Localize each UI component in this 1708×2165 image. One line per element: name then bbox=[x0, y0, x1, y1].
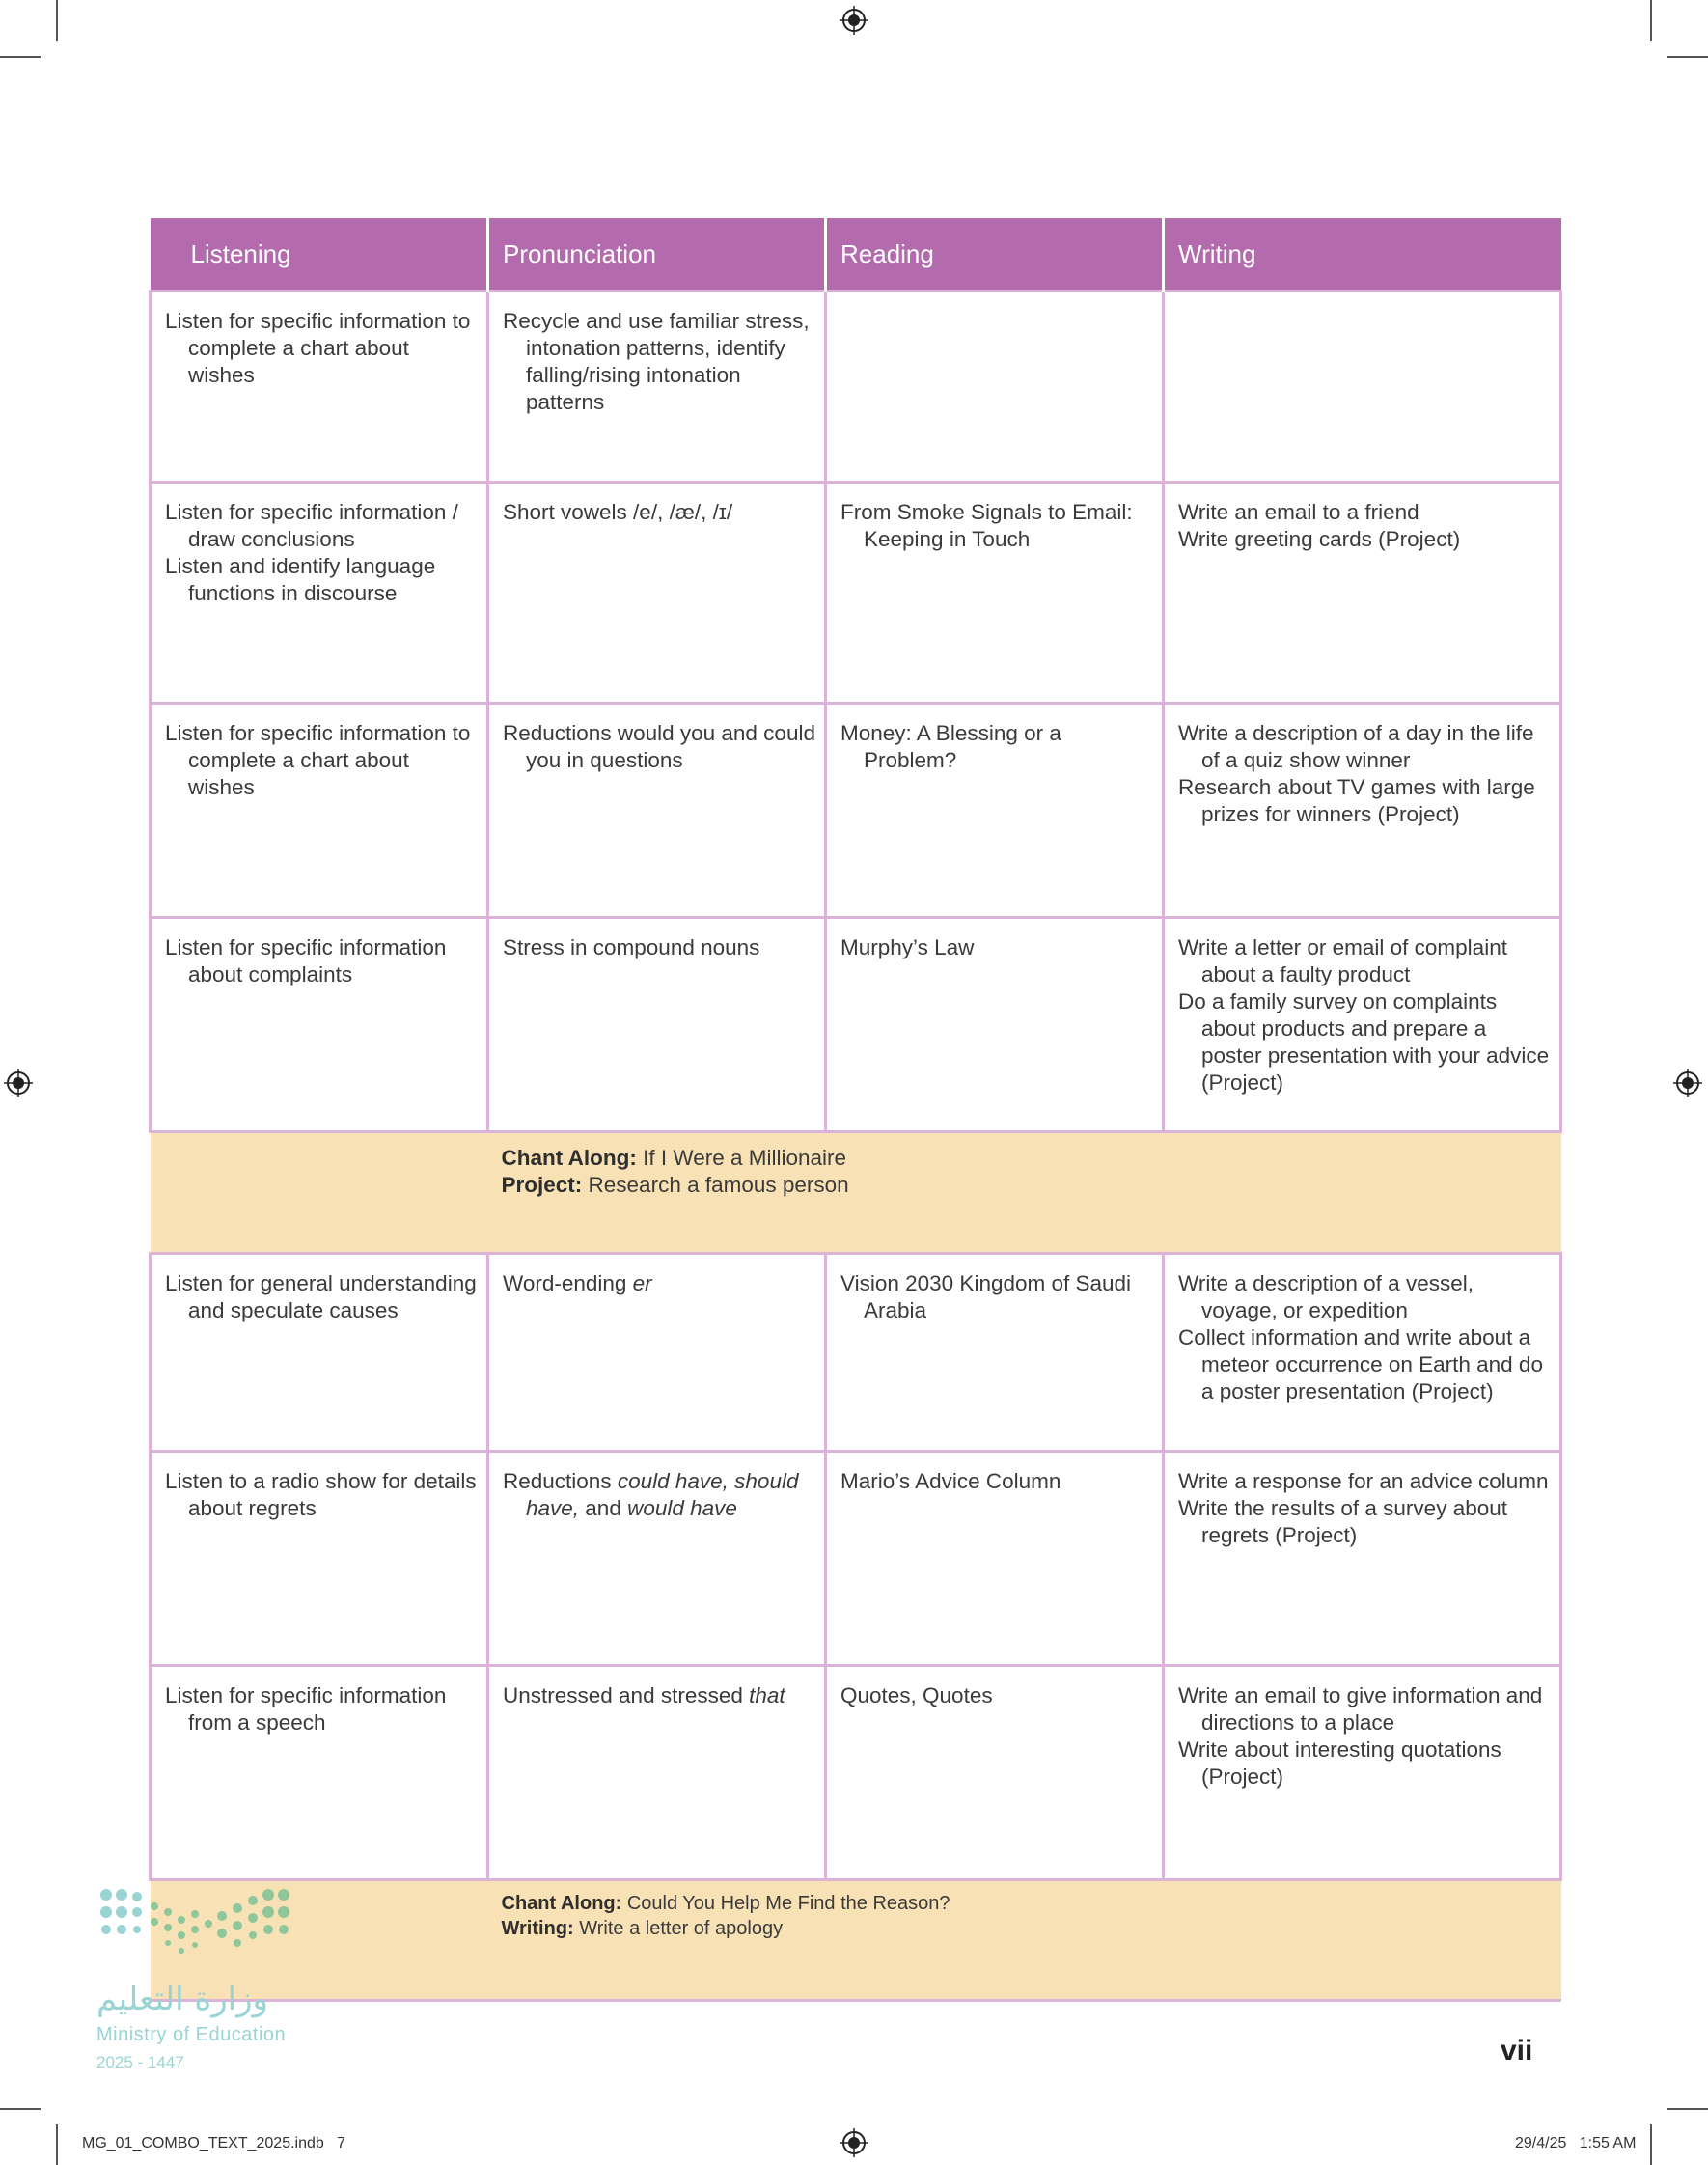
cell-listening bbox=[151, 1666, 488, 1880]
cell-line: Quotes, Quotes bbox=[840, 1683, 993, 1707]
cell-line bbox=[503, 1468, 816, 1522]
project-line bbox=[502, 1172, 1554, 1199]
table-row bbox=[151, 704, 1561, 918]
logo-english-text: Ministry of Education bbox=[96, 2024, 287, 2045]
cell-listening bbox=[151, 483, 488, 704]
cell-reading bbox=[826, 704, 1164, 918]
cell-writing bbox=[1164, 291, 1561, 483]
logo-year-text: 2025 - 1447 bbox=[96, 2053, 184, 2071]
footer-datetime: 29/4/25 1:55 AM bbox=[1515, 2135, 1637, 2151]
cell-writing bbox=[1164, 1666, 1561, 1880]
logo-arabic-text: وزارة التعليم bbox=[96, 1980, 268, 2018]
crop-mark bbox=[56, 2124, 58, 2165]
table-row bbox=[151, 291, 1561, 483]
cell-line: Listen for specific information to complete a chart about wishes bbox=[165, 721, 471, 799]
cell-text: Word-ending bbox=[503, 1271, 633, 1295]
summary-row bbox=[151, 1880, 1561, 2001]
cell-line: Research about TV games with large prizes for winners (Project) bbox=[1178, 775, 1535, 826]
cell-text-italic: that bbox=[749, 1683, 785, 1707]
cell-pronunciation bbox=[488, 918, 826, 1132]
cell-line: From Smoke Signals to Email: Keeping in Touch bbox=[840, 500, 1133, 551]
cell-line: Listen for specific information to complete a chart about wishes bbox=[165, 309, 471, 387]
writing-line bbox=[502, 1916, 1554, 1941]
cell-line: Listen for general understanding and speculate causes bbox=[165, 1271, 477, 1322]
footer-file-name: MG_01_COMBO_TEXT_2025.indb 7 bbox=[82, 2135, 346, 2151]
cell-line: Reductions would you and could you in questions bbox=[503, 721, 815, 772]
cell-pronunciation bbox=[488, 1254, 826, 1452]
chant-along-label: Chant Along: bbox=[501, 1146, 637, 1170]
cell-line: Write an email to a friend bbox=[1178, 500, 1419, 524]
cell-line bbox=[503, 1682, 816, 1709]
registration-mark-icon bbox=[4, 1069, 33, 1097]
cell-listening bbox=[151, 291, 488, 483]
crop-mark bbox=[1650, 0, 1652, 41]
cell-line: Listen for specific information from a speech bbox=[165, 1683, 447, 1735]
cell-pronunciation bbox=[488, 291, 826, 483]
summary-cell bbox=[151, 1132, 1561, 1254]
registration-mark-icon bbox=[840, 6, 868, 35]
chant-along-text: Could You Help Me Find the Reason? bbox=[621, 1893, 950, 1914]
registration-mark-icon bbox=[1673, 1069, 1702, 1097]
cell-text-italic: could have, should have, bbox=[526, 1469, 799, 1520]
cell-line: Write the results of a survey about regrets (Project) bbox=[1178, 1496, 1507, 1547]
cell-reading bbox=[826, 1666, 1164, 1880]
cell-line: Write about interesting quotations (Project) bbox=[1178, 1737, 1501, 1789]
scope-sequence-table bbox=[149, 218, 1562, 2002]
table-row bbox=[151, 483, 1561, 704]
cell-line: Listen to a radio show for details about regrets bbox=[165, 1469, 477, 1520]
cell-line: Money: A Blessing or a Problem? bbox=[840, 721, 1061, 772]
crop-mark bbox=[1667, 56, 1708, 58]
cell-line: Murphy’s Law bbox=[840, 935, 975, 959]
cell-pronunciation bbox=[488, 704, 826, 918]
writing-text: Write a letter of apology bbox=[573, 1918, 784, 1939]
cell-reading bbox=[826, 291, 1164, 483]
cell-line: Mario’s Advice Column bbox=[840, 1469, 1061, 1493]
cell-line: Listen and identify language functions in discourse bbox=[165, 554, 436, 605]
cell-line: Do a family survey on complaints about products and prepare a poster presentation with your advice (Project) bbox=[1178, 989, 1550, 1095]
header-listening: Listening bbox=[151, 218, 488, 291]
cell-line: Write a description of a day in the life of a quiz show winner bbox=[1178, 721, 1534, 772]
crop-mark bbox=[56, 0, 58, 41]
cell-reading bbox=[826, 918, 1164, 1132]
cell-text: Reductions bbox=[503, 1469, 618, 1493]
cell-line: Recycle and use familiar stress, intonation patterns, identify falling/rising intonation patterns bbox=[503, 309, 810, 414]
cell-pronunciation bbox=[488, 483, 826, 704]
table-row bbox=[151, 1452, 1561, 1666]
cell-listening bbox=[151, 1254, 488, 1452]
registration-mark-icon bbox=[840, 2128, 868, 2157]
chant-along-line bbox=[502, 1145, 1554, 1172]
ministry-logo bbox=[96, 1887, 318, 2080]
project-label: Project: bbox=[501, 1173, 583, 1197]
cell-pronunciation bbox=[488, 1452, 826, 1666]
cell-text-italic: er bbox=[632, 1271, 652, 1295]
cell-listening bbox=[151, 1452, 488, 1666]
table-row bbox=[151, 1666, 1561, 1880]
cell-writing bbox=[1164, 704, 1561, 918]
header-reading: Reading bbox=[826, 218, 1164, 291]
cell-text: Unstressed and stressed bbox=[503, 1683, 750, 1707]
cell-line: Listen for specific information / draw conclusions bbox=[165, 500, 458, 551]
cell-text-italic: would have bbox=[627, 1496, 737, 1520]
cell-text: and bbox=[579, 1496, 628, 1520]
cell-writing bbox=[1164, 1254, 1561, 1452]
cell-line: Vision 2030 Kingdom of Saudi Arabia bbox=[840, 1271, 1132, 1322]
header-pronunciation: Pronunciation bbox=[488, 218, 826, 291]
cell-pronunciation bbox=[488, 1666, 826, 1880]
crop-mark bbox=[0, 56, 41, 58]
cell-line: Write an email to give information and directions to a place bbox=[1178, 1683, 1543, 1735]
crop-mark bbox=[0, 2108, 41, 2110]
table-row bbox=[151, 918, 1561, 1132]
logo-dots-icon bbox=[96, 1887, 318, 1964]
cell-line: Collect information and write about a meteor occurrence on Earth and do a poster presentation (Project) bbox=[1178, 1325, 1543, 1403]
cell-reading bbox=[826, 483, 1164, 704]
crop-mark bbox=[1650, 2124, 1652, 2165]
cell-reading bbox=[826, 1254, 1164, 1452]
cell-line: Write a response for an advice column bbox=[1178, 1469, 1549, 1493]
summary-cell bbox=[151, 1880, 1561, 2001]
cell-reading bbox=[826, 1452, 1164, 1666]
project-text: Research a famous person bbox=[582, 1173, 849, 1197]
chant-along-line bbox=[502, 1891, 1554, 1916]
page-number: vii bbox=[1501, 2035, 1533, 2067]
table-row bbox=[151, 1254, 1561, 1452]
cell-line: Stress in compound nouns bbox=[503, 935, 760, 959]
cell-line bbox=[503, 1270, 816, 1297]
cell-listening bbox=[151, 918, 488, 1132]
header-writing: Writing bbox=[1164, 218, 1561, 291]
summary-row bbox=[151, 1132, 1561, 1254]
cell-writing bbox=[1164, 1452, 1561, 1666]
chant-along-label: Chant Along: bbox=[501, 1893, 622, 1914]
crop-mark bbox=[1667, 2108, 1708, 2110]
cell-writing bbox=[1164, 918, 1561, 1132]
writing-label: Writing: bbox=[501, 1918, 574, 1939]
cell-line: Short vowels /e/, /æ/, /ɪ/ bbox=[503, 500, 733, 524]
table-header-row bbox=[151, 218, 1561, 291]
cell-writing bbox=[1164, 483, 1561, 704]
cell-line: Write greeting cards (Project) bbox=[1178, 527, 1461, 551]
chant-along-text: If I Were a Millionaire bbox=[636, 1146, 847, 1170]
cell-line: Listen for specific information about complaints bbox=[165, 935, 447, 986]
cell-line: Write a description of a vessel, voyage, or expedition bbox=[1178, 1271, 1474, 1322]
cell-line: Write a letter or email of complaint about a faulty product bbox=[1178, 935, 1507, 986]
cell-listening bbox=[151, 704, 488, 918]
